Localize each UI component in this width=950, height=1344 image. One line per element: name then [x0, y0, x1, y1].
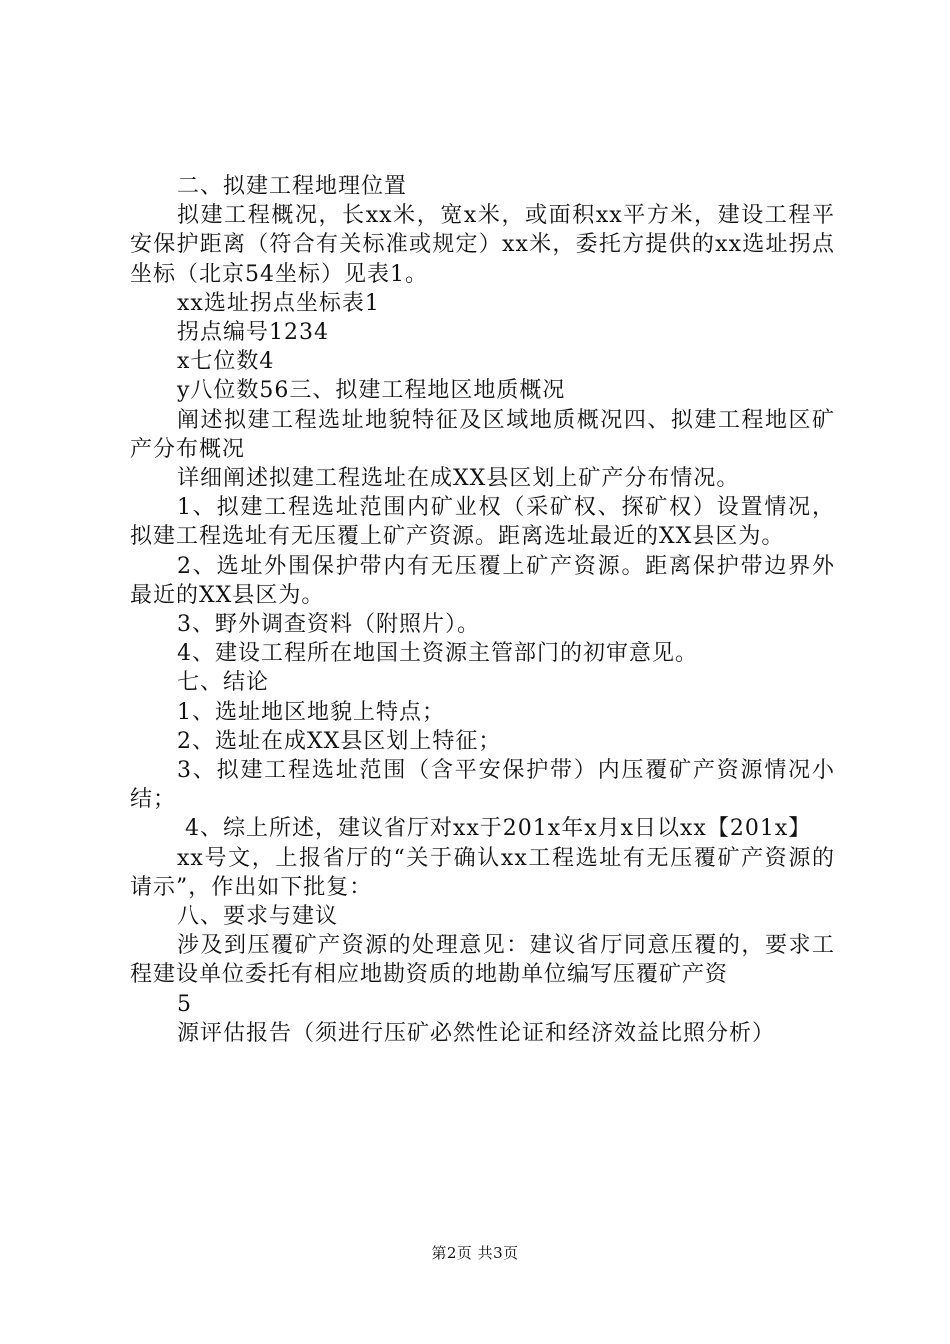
list-item-1: 1、拟建工程选址范围内矿业权（采矿权、探矿权）设置情况，拟建工程选址有无压覆上矿产资源。距离选址最近的XX县区为。 — [130, 495, 835, 550]
conclusion-item-4: 4、综上所述，建议省厅对xx于201x年x月x日以xx【201x】 — [177, 816, 812, 842]
page-footer: 第2页 共3页 — [431, 1244, 519, 1262]
paragraph-recommendation: 涉及到压覆矿产资源的处理意见：建议省厅同意压覆的，要求工程建设单位委托有相应地勘资质的地勘单位编写压覆矿产资 — [130, 933, 835, 988]
paragraph-recommendation-continued: 源评估报告（须进行压矿必然性论证和经济效益比照分析） — [177, 1020, 776, 1046]
table-row-x: x七位数4 — [177, 349, 275, 375]
paragraph-geology-and-heading-4: 阐述拟建工程选址地貌特征及区域地质概况四、拟建工程地区矿产分布概况 — [130, 407, 835, 462]
paragraph-mineral-distribution: 详细阐述拟建工程选址在成XX县区划上矿产分布情况。 — [177, 466, 740, 492]
inline-page-number: 5 — [177, 991, 192, 1017]
conclusion-item-1: 1、选址地区地貌上特点； — [177, 699, 445, 725]
conclusion-item-4-continued: xx号文，上报省厅的“关于确认xx工程选址有无压覆矿产资源的请示”，作出如下批复： — [130, 845, 835, 900]
list-item-4: 4、建设工程所在地国土资源主管部门的初审意见。 — [177, 641, 698, 667]
list-item-2: 2、选址外围保护带内有无压覆上矿产资源。距离保护带边界外最近的XX县区为。 — [130, 553, 835, 608]
document-body — [130, 172, 835, 1048]
section-heading-7: 七、结论 — [177, 670, 270, 696]
conclusion-item-3: 3、拟建工程选址范围（含平安保护带）内压覆矿产资源情况小结； — [130, 758, 835, 813]
table-row-y-and-heading-3: y八位数56三、拟建工程地区地质概况 — [177, 378, 566, 404]
conclusion-item-2: 2、选址在成XX县区划上特征； — [177, 728, 502, 754]
table-caption: xx选址拐点坐标表1 — [177, 290, 380, 316]
list-item-3: 3、野外调查资料（附照片）。 — [177, 612, 480, 638]
section-heading-8: 八、要求与建议 — [177, 904, 339, 930]
section-heading-2: 二、拟建工程地理位置 — [177, 174, 408, 199]
paragraph-project-overview: 拟建工程概况，长xx米，宽x米，或面积xx平方米，建设工程平安保护距离（符合有关标准或规定）xx米，委托方提供的xx选址拐点坐标（北京54坐标）见表1。 — [130, 203, 835, 287]
table-row-point-number: 拐点编号1234 — [177, 320, 329, 346]
